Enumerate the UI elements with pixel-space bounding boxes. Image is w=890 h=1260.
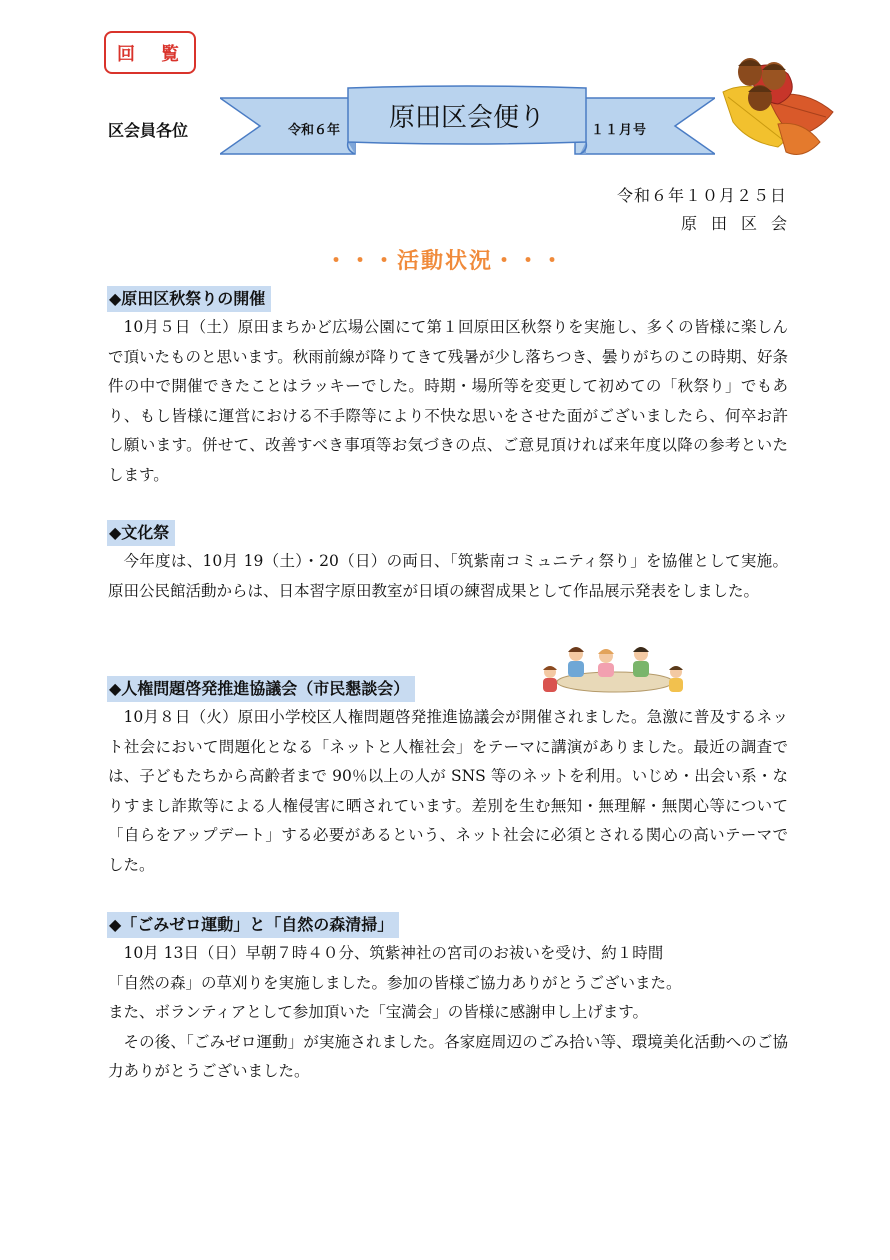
organization-name: 原田区会 xyxy=(680,214,801,233)
section-heading-cleanup: ◆「ごみゼロ運動」と「自然の森清掃」 xyxy=(107,912,399,938)
banner-issue: １１月号 xyxy=(591,123,648,138)
section-heading-autumn-festival: ◆原田区秋祭りの開催 xyxy=(107,286,271,312)
paragraph: 10月５日（土）原田まちかど広場公園にて第１回原田区秋祭りを実施し、多くの皆様に楽しんで頂いたものと思います。秋雨前線が降りてきて残暑が少し落ちつき、曇りがちのこの時期、好条件の中で開催できたことはラッキーでした。時期・場所等を変更して初めての「秋祭り」でもあり、もし皆様に運営における不手際等により不快な思いをさせた面がございましたら、何卒お許し願います。併せて、改善すべき事項等お気づきの点、ご意見頂ければ来年度以降の参考といたします。 xyxy=(108,318,788,484)
paragraph: また、ボランティアとして参加頂いた「宝満会」の皆様に感謝申し上げます。 xyxy=(108,1003,649,1021)
newsletter-title: 原田区会便り xyxy=(388,103,545,133)
paragraph: 今年度は、10月 19（土）・20（日）の両日、「筑紫南コミュニティ祭り」を協催として実施。原田公民館活動からは、日本習字原田教室が日頃の練習成果として作品展示発表をしました。 xyxy=(108,552,788,600)
autumn-leaves-icon xyxy=(708,52,838,162)
circulation-stamp-label: 回 覧 xyxy=(117,43,183,65)
section-body-autumn-festival xyxy=(108,313,788,490)
paragraph: 10月 13日（日）早朝７時４０分、筑紫神社の宮司のお祓いを受け、約１時間 xyxy=(123,944,664,962)
activity-status-title: ・・・活動状況・・・ xyxy=(324,249,565,274)
paragraph: 10月８日（火）原田小学校区人権問題啓発推進協議会が開催されました。急激に普及するネット社会において問題化となる「ネットと人権社会」をテーマに講演がありました。最近の調査では、子どもたちから高齢者まで 90％以上の人が SNS 等のネットを利用。いじめ・出会い系・なりすまし詐欺等による人権侵害に晒されています。差別を生む無知・無理解・無関心等について「自らをアップデート」する必要があるという、ネット社会に必須とされる関心の高いテーマでした。 xyxy=(108,708,788,874)
section-heading-human-rights: ◆人権問題啓発推進協議会（市民懇談会） xyxy=(107,676,415,702)
banner-era: 令和６年 xyxy=(288,123,341,138)
section-body-cleanup xyxy=(108,939,788,1087)
section-body-human-rights xyxy=(108,703,788,880)
section-body-culture-festival xyxy=(108,547,788,606)
meeting-people-icon xyxy=(536,640,694,696)
addressee: 区会員各位 xyxy=(108,121,189,140)
paragraph: 「自然の森」の草刈りを実施しました。参加の皆様ご協力ありがとうございまた。 xyxy=(108,973,682,992)
circulation-stamp xyxy=(104,31,196,74)
section-heading-culture-festival: ◆文化祭 xyxy=(107,520,175,546)
paragraph: その後、「ごみゼロ運動」が実施されました。各家庭周辺のごみ拾い等、環境美化活動へのご協力ありがとうございました。 xyxy=(108,1032,788,1080)
issue-date: 令和６年１０月２５日 xyxy=(616,186,787,205)
